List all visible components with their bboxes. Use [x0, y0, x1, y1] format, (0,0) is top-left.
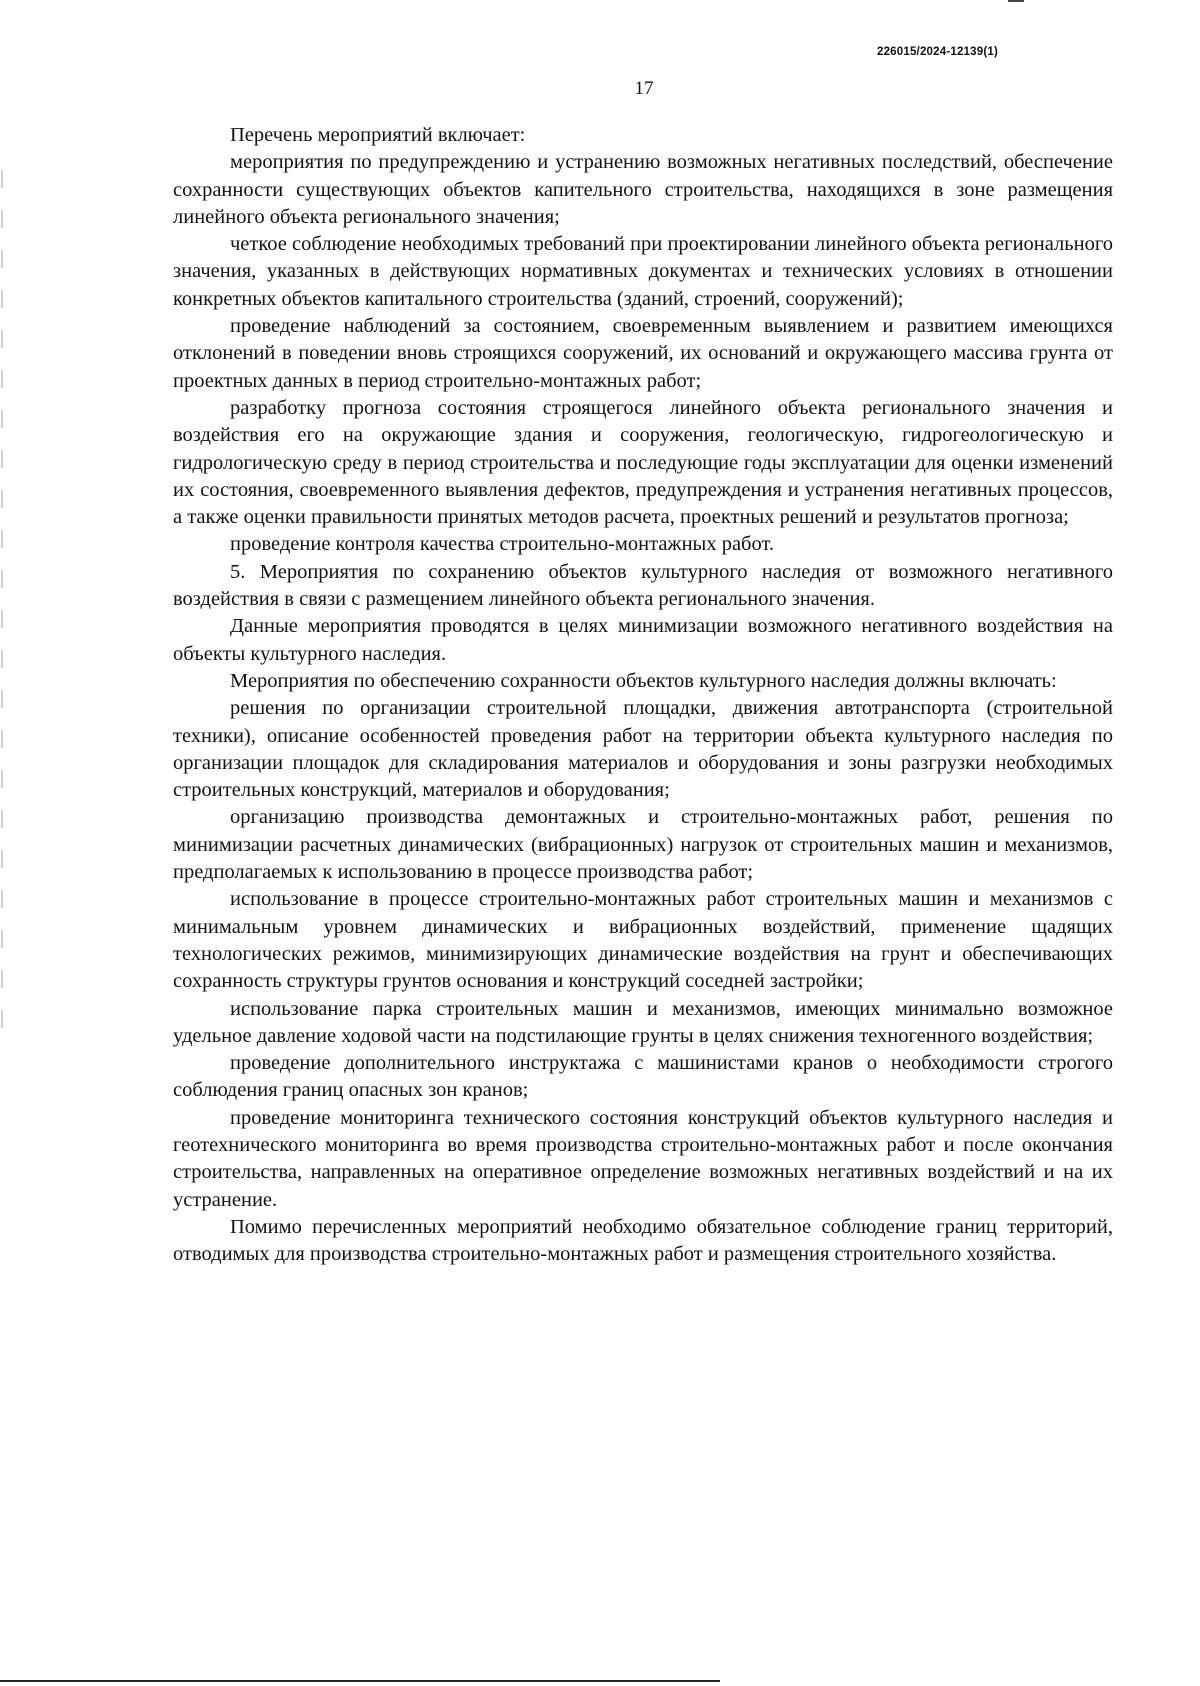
paragraph: проведение дополнительного инструктажа с машинистами кранов о необходимости строгого соблюдения границ опасных зон кранов; — [173, 1052, 1113, 1102]
paragraph: разработку прогноза состояния строящегося линейного объекта регионального значения и воздействия его на окружающие здания и сооружения, геологическую, гидрогеологическую и гидрологическую среду в период строительства и последующие годы эксплуатации для оценки изменений их состояния, своевременного выявления дефектов, предупреждения и устранения негативных процессов, а также оценки правильности принятых методов расчета, проектных решений и результатов прогноза; — [173, 396, 1113, 529]
paragraph: использование в процессе строительно-монтажных работ строительных машин и механизмов с минимальным уровнем динамических и вибрационных воздействий, применение щадящих технологических режимов, минимизирующих динамические воздействия на грунт и обеспечивающих сохранность структуры грунтов основания и конструкций соседней застройки; — [173, 888, 1113, 993]
paragraph: использование парка строительных машин и механизмов, имеющих минимально возможное удельное давление ходовой части на подстилающие грунты в целях снижения техногенного воздействия; — [173, 997, 1113, 1047]
paragraph: проведение контроля качества строительно-монтажных работ. — [230, 533, 775, 556]
paragraph: организацию производства демонтажных и строительно-монтажных работ, решения по минимизации расчетных динамических (вибрационных) нагрузок от строительных машин и механизмов, предполагаемых к использованию в процессе производства работ; — [173, 806, 1113, 884]
paragraph: Помимо перечисленных мероприятий необходимо обязательное соблюдение границ территорий, отводимых для производства строительно-монтажных работ и размещения строительного хозяйства. — [173, 1215, 1113, 1266]
page-number: 17 — [634, 78, 654, 99]
paragraph: Мероприятия по обеспечению сохранности объектов культурного наследия должны включать: — [230, 669, 1057, 692]
paragraph: проведение наблюдений за состоянием, своевременным выявлением и развитием имеющихся отклонений в поведении вновь строящихся сооружений, их оснований и окружающего массива грунта от проектных данных в период строительно-монтажных работ; — [173, 315, 1113, 392]
paragraph: четкое соблюдение необходимых требований при проектировании линейного объекта регионального значения, указанных в действующих нормативных документах и технических условиях в отношении конкретных объектов капитального строительства (зданий, строений, сооружений); — [173, 233, 1113, 310]
scan-bottom-line — [0, 1680, 720, 1682]
section-heading-paragraph: 5. Мероприятия по сохранению объектов культурного наследия от возможного негативного воздействия в связи с размещением линейного объекта регионального значения. — [173, 560, 1113, 611]
paragraph: решения по организации строительной площадки, движения автотранспорта (строительной техники), описание особенностей проведения работ на территории объекта культурного наследия по организации площадок для складирования материалов и оборудования и зоны разгрузки необходимых строительных конструкций, материалов и оборудования; — [173, 697, 1113, 802]
scan-artifact-tick — [1008, 0, 1024, 2]
document-id: 226015/2024-12139(1) — [876, 46, 998, 58]
paragraph: проведение мониторинга технического состояния конструкций объектов культурного наследия и геотехнического мониторинга во время производства строительно-монтажных работ и после окончания строительства, направленных на оперативное определение возможных негативных воздействий и на их устранение. — [173, 1106, 1113, 1211]
paragraph: Перечень мероприятий включает: — [230, 124, 526, 146]
scan-edge-artifact — [1, 170, 3, 1030]
document-body — [173, 122, 1113, 1268]
paragraph: Данные мероприятия проводятся в целях минимизации возможного негативного воздействия на объекты культурного наследия. — [173, 615, 1113, 665]
paragraph: мероприятия по предупреждению и устранению возможных негативных последствий, обеспечение сохранности существующих объектов капительного строительства, находящихся в зоне размещения линейного объекта регионального значения; — [173, 151, 1113, 228]
